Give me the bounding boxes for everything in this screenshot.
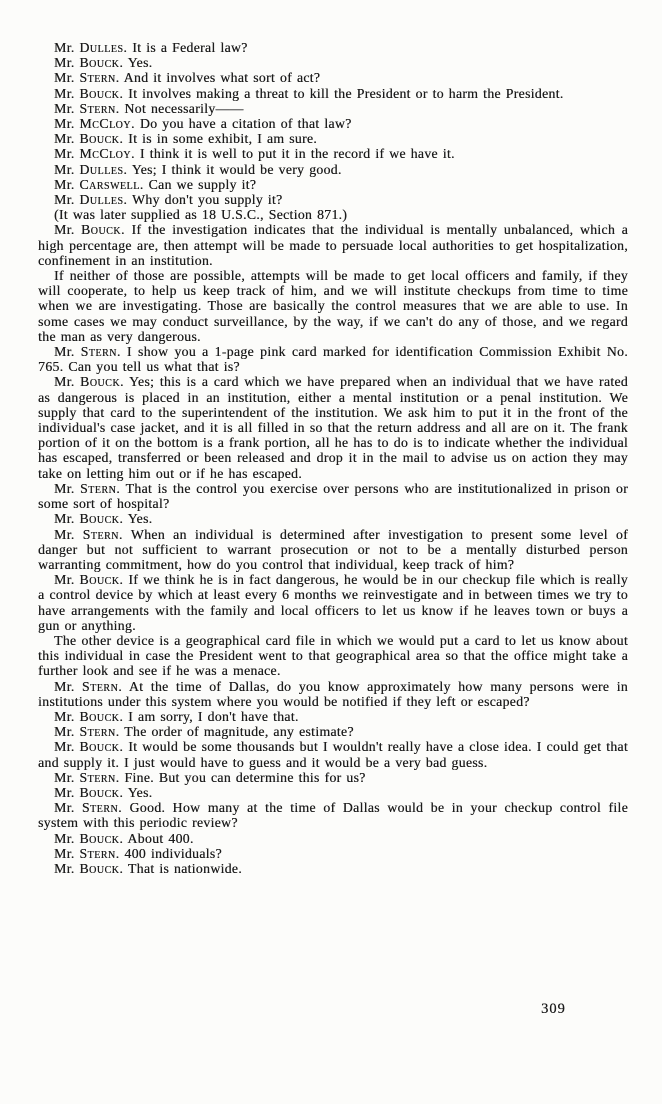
speaker-prefix: Mr. — [54, 860, 75, 876]
speaker-name — [54, 162, 132, 177]
speaker-surname: Stern. — [81, 800, 123, 816]
transcript-paragraph — [38, 785, 628, 800]
speaker-prefix: Mr. — [54, 161, 75, 177]
speaker-prefix: Mr. — [54, 784, 75, 800]
speaker-prefix: Mr. — [54, 800, 75, 816]
transcript-paragraph — [38, 633, 628, 679]
speech-text: Can we supply it? — [148, 176, 257, 192]
speaker-surname: Stern. — [79, 845, 120, 861]
speech-text: It is a Federal law? — [132, 40, 248, 55]
speaker-surname: Stern. — [79, 100, 120, 116]
speaker-name — [54, 785, 128, 800]
transcript-paragraph — [38, 101, 628, 116]
speech-text: Yes. — [127, 784, 153, 800]
transcript-paragraph — [38, 724, 628, 739]
speaker-name — [54, 679, 129, 694]
speaker-surname: Bouck. — [79, 708, 124, 724]
speaker-name — [54, 40, 132, 55]
speaker-name — [54, 70, 124, 85]
speaker-prefix: Mr. — [54, 480, 75, 496]
speech-text: The other device is a geographical card file in which we would put a card to let us know about this individual in case the President went to that geographical area so that the office might take a further look and see if he was a menace. — [38, 632, 628, 679]
speaker-prefix: Mr. — [54, 192, 75, 208]
speaker-name — [54, 131, 128, 146]
speech-text: That is nationwide. — [127, 860, 242, 876]
speaker-name — [54, 800, 130, 815]
speaker-name — [54, 344, 127, 359]
speech-text: Why don't you supply it? — [131, 192, 283, 208]
transcript-paragraph — [38, 481, 628, 511]
speaker-surname: Stern. — [79, 724, 120, 740]
transcript-paragraph — [38, 177, 628, 192]
speech-text: Yes. — [127, 511, 153, 527]
speaker-surname: Bouck. — [79, 511, 124, 527]
transcript-paragraph — [38, 527, 628, 573]
speech-text: And it involves what sort of act? — [123, 70, 321, 86]
transcript-paragraph — [38, 40, 628, 55]
speech-text: When an individual is determined after investigation to present some level of danger but not sufficient to warrant prosecution or not to be a mentally disturbed person warranting commitment, how do you control that individual, keep track of him? — [38, 526, 628, 572]
transcript-paragraph — [38, 55, 628, 70]
speech-text: Yes. — [127, 55, 153, 71]
speaker-name — [54, 831, 127, 846]
transcript-paragraph — [38, 192, 628, 207]
transcript-paragraph — [38, 207, 628, 222]
speaker-surname: Bouck. — [79, 85, 124, 101]
speaker-surname: Carswell. — [79, 176, 144, 192]
speech-text: At the time of Dallas, do you know approximately how many persons were in institutions under this system where you would be notified if they left or escaped? — [38, 678, 628, 709]
transcript-paragraph — [38, 846, 628, 861]
transcript-paragraph — [38, 861, 628, 876]
transcript-paragraph — [38, 70, 628, 85]
speaker-name — [54, 527, 131, 542]
speaker-name — [54, 739, 128, 754]
speech-text: Yes; I think it would be very good. — [131, 161, 342, 177]
speaker-name — [54, 55, 128, 70]
speech-text: I think it is well to put it in the record if we have it. — [139, 146, 455, 162]
speaker-surname: Bouck. — [79, 860, 124, 876]
speech-text: Not necessarily—— — [124, 100, 244, 116]
speaker-prefix: Mr. — [54, 511, 75, 527]
transcript-paragraph — [38, 344, 628, 374]
speech-text: If we think he is in fact dangerous, he would be in our checkup file which is really a control device by which at least every 6 months we reinvestigate and in between times we try to have arrangements with the family and local officers to let us know if he leaves town or buys a gun or anything. — [38, 572, 628, 633]
speaker-prefix: Mr. — [54, 131, 75, 147]
transcript-paragraph — [38, 146, 628, 161]
speaker-prefix: Mr. — [54, 708, 75, 724]
speaker-surname: Bouck. — [79, 55, 124, 71]
speaker-name — [54, 709, 128, 724]
speaker-name — [54, 481, 126, 496]
speaker-name — [54, 374, 129, 389]
speaker-prefix: Mr. — [54, 678, 75, 694]
speaker-name — [54, 177, 149, 192]
speech-text: It involves making a threat to kill the President or to harm the President. — [128, 85, 564, 101]
transcript-paragraph — [38, 374, 628, 480]
speaker-surname: McCloy. — [79, 116, 135, 132]
speaker-surname: Bouck. — [80, 374, 124, 390]
speaker-surname: Dulles. — [79, 40, 128, 55]
speaker-prefix: Mr. — [54, 572, 75, 588]
speaker-prefix: Mr. — [54, 70, 75, 86]
speaker-prefix: Mr. — [54, 344, 75, 360]
speaker-prefix: Mr. — [54, 100, 75, 116]
speaker-name — [54, 86, 128, 101]
speaker-surname: Dulles. — [79, 161, 128, 177]
speaker-prefix: Mr. — [54, 769, 75, 785]
speaker-surname: Stern. — [79, 769, 120, 785]
speaker-prefix: Mr. — [54, 146, 75, 162]
speaker-prefix: Mr. — [54, 830, 75, 846]
speaker-name — [54, 222, 132, 237]
speaker-name — [54, 101, 124, 116]
speech-text: The order of magnitude, any estimate? — [124, 724, 354, 740]
transcript-paragraph — [38, 222, 628, 268]
speaker-surname: Bouck. — [79, 572, 124, 588]
speaker-prefix: Mr. — [54, 526, 75, 542]
speaker-surname: Dulles. — [79, 192, 128, 208]
transcript-paragraph — [38, 800, 628, 830]
speech-text: It is in some exhibit, I am sure. — [128, 131, 318, 147]
speaker-surname: Stern. — [80, 344, 121, 360]
speech-text: Fine. But you can determine this for us? — [124, 769, 366, 785]
speaker-prefix: Mr. — [54, 739, 75, 755]
speaker-surname: Stern. — [79, 70, 120, 86]
speech-text: (It was later supplied as 18 U.S.C., Section 871.) — [54, 207, 348, 223]
speaker-name — [54, 861, 128, 876]
speaker-surname: Bouck. — [79, 739, 124, 755]
transcript-paragraph — [38, 511, 628, 526]
transcript-paragraph — [38, 770, 628, 785]
speaker-prefix: Mr. — [54, 40, 75, 55]
speaker-name — [54, 846, 124, 861]
transcript-body — [38, 40, 628, 876]
speaker-surname: McCloy. — [79, 146, 135, 162]
speaker-name — [54, 511, 128, 526]
speech-text: If neither of those are possible, attempts will be made to get local officers and family, if they will cooperate, to help us keep track of him, and we will institute checkups from time to time when we are investigating. Those are basically the control measures that we are able to use. In some cases we may conduct surveillance, by the way, if we can't do any of those, and we regard the man as very dangerous. — [38, 268, 628, 344]
speaker-prefix: Mr. — [54, 55, 75, 71]
transcript-paragraph — [38, 268, 628, 344]
transcript-paragraph — [38, 739, 628, 769]
speech-text: Good. How many at the time of Dallas would be in your checkup control file system with this periodic review? — [38, 800, 628, 831]
speaker-surname: Bouck. — [79, 784, 124, 800]
speaker-name — [54, 724, 124, 739]
speaker-surname: Bouck. — [79, 131, 124, 147]
speech-text: Yes; this is a card which we have prepared when an individual that we have rated as dangerous is placed in an institution, either a mental institution or a penal institution. We supply that card to the superintendent of the institution. We ask him to put it in the front of the individual's case jacket, and it is all filled in so that the return address and all are on it. The frank portion of it on the bottom is a frank portion, all he has to do is to indicate whether the individual has escaped, transferred or been released and drop it in the mail to advise us on action they may take on letting him out or if he has escaped. — [38, 374, 628, 481]
speaker-surname: Bouck. — [79, 830, 124, 846]
speaker-name — [54, 116, 140, 131]
speaker-prefix: Mr. — [54, 374, 75, 390]
speaker-prefix: Mr. — [54, 85, 75, 101]
speaker-prefix: Mr. — [54, 116, 75, 132]
speech-text: Do you have a citation of that law? — [139, 116, 352, 132]
transcript-paragraph — [38, 116, 628, 131]
speaker-name — [54, 192, 132, 207]
speech-text: If the investigation indicates that the individual is mentally unbalanced, which a high percentage are, then attempt will be made to persuade local authorities to get hospitalization, confinement in an institution. — [38, 222, 628, 268]
speaker-name — [54, 770, 124, 785]
transcript-paragraph — [38, 831, 628, 846]
speech-text: I am sorry, I don't have that. — [128, 708, 299, 724]
speaker-surname: Stern. — [80, 480, 121, 496]
speaker-surname: Bouck. — [80, 222, 125, 238]
speaker-surname: Stern. — [82, 526, 123, 542]
transcript-paragraph — [38, 131, 628, 146]
speech-text: It would be some thousands but I wouldn't really have a close idea. I could get that and supply it. I just would have to guess and it would be a very bad guess. — [38, 739, 628, 770]
speaker-name — [54, 146, 140, 161]
transcript-paragraph — [38, 86, 628, 101]
transcript-paragraph — [38, 709, 628, 724]
speaker-surname: Stern. — [81, 678, 123, 694]
speech-text: 400 individuals? — [124, 845, 222, 861]
transcript-paragraph — [38, 679, 628, 709]
transcript-paragraph — [38, 162, 628, 177]
speech-text: I show you a 1-page pink card marked for identification Commission Exhibit No. 765. Can you tell us what that is? — [38, 344, 628, 375]
page-number: 309 — [541, 1001, 566, 1017]
speech-text: About 400. — [127, 830, 194, 846]
speaker-prefix: Mr. — [54, 724, 75, 740]
speaker-prefix: Mr. — [54, 845, 75, 861]
speech-text: That is the control you exercise over persons who are institutionalized in prison or some sort of hospital? — [38, 480, 628, 512]
speaker-prefix: Mr. — [54, 176, 75, 192]
speaker-name — [54, 572, 128, 587]
speaker-prefix: Mr. — [54, 222, 75, 238]
transcript-paragraph — [38, 572, 628, 633]
